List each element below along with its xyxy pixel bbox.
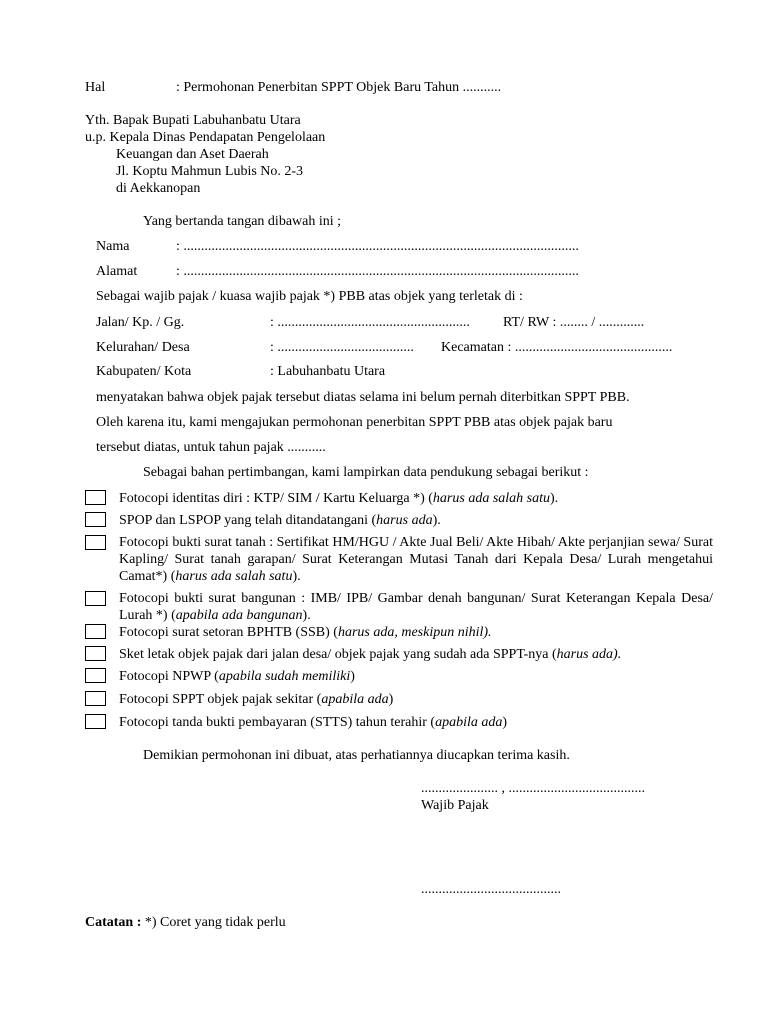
attachment-checkbox-6[interactable] bbox=[85, 646, 106, 661]
note-text: *) Coret yang tidak perlu bbox=[141, 915, 286, 930]
statement-line-1: menyatakan bahwa objek pajak tersebut diatas selama ini belum pernah diterbitkan SPPT PBB. bbox=[96, 390, 630, 405]
intro-text: Yang bertanda tangan dibawah ini ; bbox=[143, 214, 342, 229]
attachment-checkbox-9[interactable] bbox=[85, 714, 106, 729]
kabupaten-label: Kabupaten/ Kota bbox=[96, 364, 192, 379]
subject-value: : Permohonan Penerbitan SPPT Objek Baru Tahun ........... bbox=[176, 80, 502, 95]
nama-field: : ................................................................................................................. bbox=[176, 239, 579, 254]
attachment-item-2: SPOP dan LSPOP yang telah ditandatangani (harus ada). bbox=[119, 513, 441, 528]
attachment-item-4: Fotocopi bukti surat bangunan : IMB/ IPB/ Gambar denah bangunan/ Surat Keterangan Kepala Desa/ Lurah *) (apabila ada bangunan). bbox=[119, 591, 713, 623]
taxpayer-line: Sebagai wajib pajak / kuasa wajib pajak *) PBB atas objek yang terletak di : bbox=[96, 289, 523, 304]
nama-label: Nama bbox=[96, 239, 130, 254]
kecamatan-field: Kecamatan : ............................................. bbox=[441, 340, 673, 355]
closing-text: Demikian permohonan ini dibuat, atas perhatiannya diucapkan terima kasih. bbox=[143, 748, 570, 763]
attachment-checkbox-8[interactable] bbox=[85, 691, 106, 706]
jalan-field: : ....................................................... bbox=[270, 315, 470, 330]
attachment-item-5: Fotocopi surat setoran BPHTB (SSB) (harus ada, meskipun nihil). bbox=[119, 625, 492, 640]
kabupaten-field: : Labuhanbatu Utara bbox=[270, 364, 386, 379]
kelurahan-field: : ....................................... bbox=[270, 340, 414, 355]
kelurahan-label: Kelurahan/ Desa bbox=[96, 340, 190, 355]
alamat-field: : ................................................................................................................. bbox=[176, 264, 579, 279]
signer-label: Wajib Pajak bbox=[421, 798, 489, 813]
attachments-intro: Sebagai bahan pertimbangan, kami lampirkan data pendukung sebagai berikut : bbox=[143, 465, 589, 480]
attachment-item-8: Fotocopi SPPT objek pajak sekitar (apabila ada) bbox=[119, 692, 394, 707]
attachment-checkbox-5[interactable] bbox=[85, 624, 106, 639]
statement-line-3: tersebut diatas, untuk tahun pajak ........... bbox=[96, 440, 326, 455]
note bbox=[85, 915, 286, 931]
attachment-item-6: Sket letak objek pajak dari jalan desa/ objek pajak yang sudah ada SPPT-nya (harus ada). bbox=[119, 647, 622, 662]
attachment-item-1: Fotocopi identitas diri : KTP/ SIM / Kartu Keluarga *) (harus ada salah satu). bbox=[119, 491, 559, 506]
attachment-checkbox-4[interactable] bbox=[85, 591, 106, 606]
recipient-line-4: Jl. Koptu Mahmun Lubis No. 2-3 bbox=[116, 164, 304, 179]
recipient-line-5: di Aekkanopan bbox=[116, 181, 201, 196]
place-date-field: ...................... , ....................................... bbox=[421, 781, 645, 796]
recipient-line-2: u.p. Kepala Dinas Pendapatan Pengelolaan bbox=[85, 130, 326, 145]
attachment-checkbox-2[interactable] bbox=[85, 512, 106, 527]
statement-line-2: Oleh karena itu, kami mengajukan permohonan penerbitan SPPT PBB atas objek pajak baru bbox=[96, 415, 613, 430]
jalan-label: Jalan/ Kp. / Gg. bbox=[96, 315, 185, 330]
attachment-item-9: Fotocopi tanda bukti pembayaran (STTS) tahun terahir (apabila ada) bbox=[119, 715, 508, 730]
recipient-line-1: Yth. Bapak Bupati Labuhanbatu Utara bbox=[85, 113, 301, 128]
alamat-label: Alamat bbox=[96, 264, 138, 279]
attachment-item-3: Fotocopi bukti surat tanah : Sertifikat HM/HGU / Akte Jual Beli/ Akte Hibah/ Akte perjanjian sewa/ Surat Kapling/ Surat tanah garapan/ Surat Keterangan Mutasi Tanah dari Kepala Desa/ Lurah mengetahui Camat*) (harus ada salah satu). bbox=[119, 535, 713, 584]
attachment-checkbox-3[interactable] bbox=[85, 535, 106, 550]
rt-rw-field: RT/ RW : ........ / ............. bbox=[503, 315, 645, 330]
subject-label: Hal bbox=[85, 80, 106, 95]
signature-line: ........................................ bbox=[421, 882, 561, 897]
attachment-checkbox-1[interactable] bbox=[85, 490, 106, 505]
attachment-item-7: Fotocopi NPWP (apabila sudah memiliki) bbox=[119, 669, 355, 684]
recipient-line-3: Keuangan dan Aset Daerah bbox=[116, 147, 269, 162]
note-label: Catatan : bbox=[85, 915, 142, 930]
attachment-checkbox-7[interactable] bbox=[85, 668, 106, 683]
